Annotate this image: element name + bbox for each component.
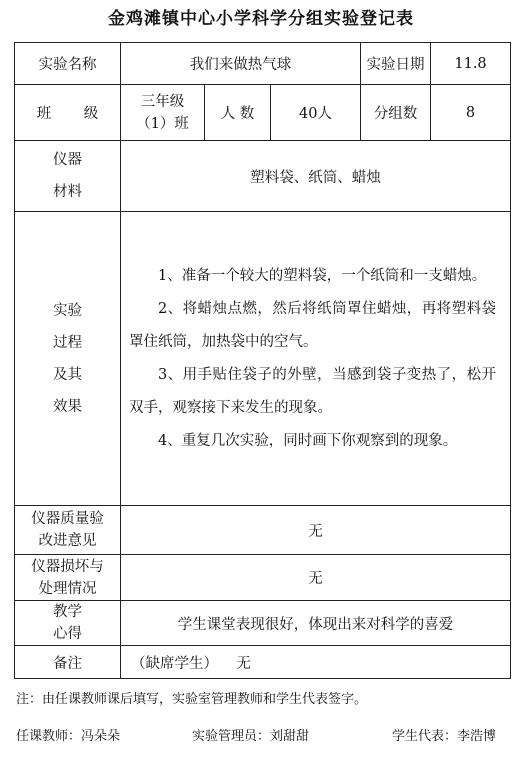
remarks-value: （缺席学生） 无 bbox=[121, 646, 511, 679]
student-count-label: 人 数 bbox=[205, 85, 271, 141]
class-value-line1: 三年级 bbox=[140, 93, 185, 110]
class-value-line2: （1）班 bbox=[136, 115, 189, 132]
experiment-date-value: 11.8 bbox=[431, 43, 511, 85]
process-step: 1、准备一个较大的塑料袋，一个纸筒和一支蜡烛。 bbox=[158, 267, 487, 284]
teacher-signature: 任课教师：冯朵朵 bbox=[16, 729, 121, 744]
quality-label-line2: 改进意见 bbox=[38, 533, 97, 549]
process-label-line: 及其 bbox=[53, 366, 82, 383]
process-label-line: 实验 bbox=[53, 302, 82, 319]
damage-label-line2: 处理情况 bbox=[38, 580, 97, 597]
table-row bbox=[15, 43, 511, 85]
materials-label-line2: 材料 bbox=[53, 184, 82, 200]
experiment-name-value: 我们来做热气球 bbox=[121, 43, 361, 85]
experiment-date-label: 实验日期 bbox=[361, 43, 431, 85]
table-row bbox=[15, 212, 511, 506]
damage-value: 无 bbox=[121, 555, 511, 601]
form-title: 金鸡滩镇中心小学科学分组实验登记表 bbox=[108, 9, 414, 29]
table-row bbox=[15, 85, 511, 141]
experiment-record-table bbox=[14, 42, 511, 679]
materials-value: 塑料袋、纸筒、蜡烛 bbox=[121, 141, 511, 212]
process-step: 3、用手贴住袋子的外壁，当感到袋子变热了，松开双手，观察接下来发生的现象。 bbox=[129, 366, 497, 416]
table-row bbox=[15, 601, 511, 646]
lab-manager-signature: 实验管理员：刘甜甜 bbox=[192, 729, 310, 744]
remarks-label: 备注 bbox=[15, 646, 121, 679]
class-value bbox=[121, 85, 205, 141]
reflection-label-line2: 心得 bbox=[53, 626, 82, 642]
process-step: 4、重复几次实验，同时画下你观察到的现象。 bbox=[158, 432, 458, 449]
quality-value: 无 bbox=[121, 506, 511, 555]
process-step: 2、将蜡烛点燃，然后将纸筒罩住蜡烛，再将塑料袋罩住纸筒，加热袋中的空气。 bbox=[129, 300, 497, 350]
group-count-label: 分组数 bbox=[361, 85, 431, 141]
process-label bbox=[15, 212, 121, 506]
quality-label-line1: 仪器质量验 bbox=[31, 511, 104, 527]
table-row bbox=[15, 555, 511, 601]
footnote: 注：由任课教师课后填写，实验室管理教师和学生代表签字。 bbox=[16, 692, 368, 707]
damage-label bbox=[15, 555, 121, 601]
materials-label bbox=[15, 141, 121, 212]
class-label bbox=[15, 85, 121, 141]
damage-label-line1: 仪器损坏与 bbox=[31, 558, 104, 575]
student-count-value: 40人 bbox=[271, 85, 361, 141]
process-content bbox=[121, 212, 511, 506]
reflection-label bbox=[15, 601, 121, 646]
quality-label bbox=[15, 506, 121, 555]
process-label-line: 过程 bbox=[53, 334, 82, 351]
reflection-label-line1: 教学 bbox=[53, 604, 82, 620]
experiment-name-label: 实验名称 bbox=[15, 43, 121, 85]
student-rep-signature: 学生代表：李浩博 bbox=[392, 729, 497, 744]
materials-label-line1: 仪器 bbox=[53, 152, 82, 168]
process-label-line: 效果 bbox=[53, 398, 82, 415]
reflection-value: 学生课堂表现很好，体现出来对科学的喜爱 bbox=[121, 601, 511, 646]
table-row bbox=[15, 646, 511, 679]
class-label-text: 班 级 bbox=[36, 106, 113, 122]
group-count-value: 8 bbox=[431, 85, 511, 141]
table-row bbox=[15, 141, 511, 212]
table-row bbox=[15, 506, 511, 555]
